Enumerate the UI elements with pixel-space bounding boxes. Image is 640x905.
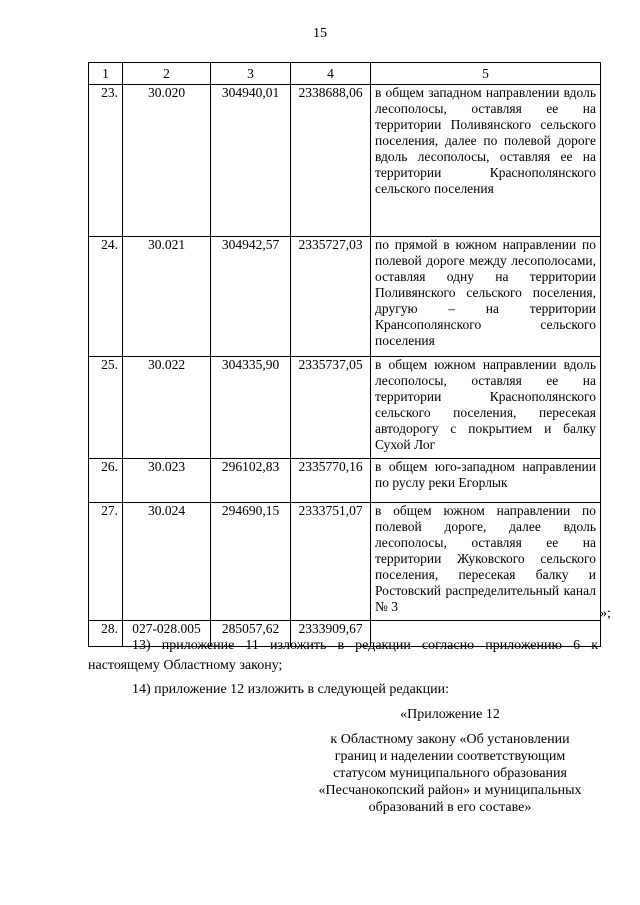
row-number: 26. bbox=[89, 459, 123, 503]
table-row bbox=[89, 503, 601, 621]
row-number: 23. bbox=[89, 85, 123, 237]
boundary-points-table bbox=[88, 62, 601, 647]
coord-x: 296102,83 bbox=[211, 459, 291, 503]
table-row bbox=[89, 85, 601, 237]
paragraph-14-text: 14) приложение 12 изложить в следующей редакции: bbox=[132, 682, 449, 697]
paragraph-14 bbox=[88, 680, 598, 700]
coord-x: 304942,57 bbox=[211, 237, 291, 357]
appendix-line: границ и наделении соответствующим bbox=[334, 749, 566, 764]
closing-quote-mark: »; bbox=[600, 606, 611, 621]
coord-y: 2338688,06 bbox=[291, 85, 371, 237]
row-number: 27. bbox=[89, 503, 123, 621]
column-header: 4 bbox=[291, 63, 371, 85]
appendix-header bbox=[300, 706, 600, 816]
coord-x: 304940,01 bbox=[211, 85, 291, 237]
coord-x: 304335,90 bbox=[211, 357, 291, 459]
paragraph-13-text: 13) приложение 11 изложить в редакции согласно приложению 6 к настоящему Областному закону; bbox=[88, 638, 598, 673]
coord-x: 294690,15 bbox=[211, 503, 291, 621]
coord-x: 285057,62 bbox=[211, 621, 291, 647]
point-code: 30.022 bbox=[123, 357, 211, 459]
page-number: 15 bbox=[313, 26, 327, 41]
boundary-description: в общем юго-западном направлении по руслу реки Егорлык bbox=[371, 459, 601, 503]
coord-y: 2335727,03 bbox=[291, 237, 371, 357]
column-header: 5 bbox=[371, 63, 601, 85]
appendix-line: статусом муниципального образования bbox=[333, 766, 567, 781]
coord-y: 2333751,07 bbox=[291, 503, 371, 621]
coord-y: 2333909,67 bbox=[291, 621, 371, 647]
column-header: 1 bbox=[89, 63, 123, 85]
row-number: 25. bbox=[89, 357, 123, 459]
boundary-description: по прямой в южном направлении по полевой дороге между лесополосами, оставляя одну на территории Поливянского сельского поселения, другую – на территории Крансополянского сельского поселения bbox=[371, 237, 601, 357]
table-row bbox=[89, 237, 601, 357]
point-code: 30.024 bbox=[123, 503, 211, 621]
table-row bbox=[89, 357, 601, 459]
table-row bbox=[89, 459, 601, 503]
coord-y: 2335770,16 bbox=[291, 459, 371, 503]
appendix-title: «Приложение 12 bbox=[400, 707, 500, 722]
boundary-description: в общем западном направлении вдоль лесополосы, оставляя ее на территории Поливянского сельского поселения, далее по полевой дороге вдоль лесополосы, оставляя ее на территории Краснополянского сельского поселения bbox=[371, 85, 601, 237]
boundary-description: в общем южном направлении по полевой дороге, далее вдоль лесополосы, оставляя ее на территории Жуковского сельского поселения, пересекая балку и Ростовский распределительный канал № 3 bbox=[371, 503, 601, 621]
point-code: 027-028.005 bbox=[123, 621, 211, 647]
column-header: 3 bbox=[211, 63, 291, 85]
row-number: 28. bbox=[89, 621, 123, 647]
paragraph-13 bbox=[88, 636, 598, 676]
table-header-row bbox=[89, 63, 601, 85]
point-code: 30.020 bbox=[123, 85, 211, 237]
boundary-description: в общем южном направлении вдоль лесополосы, оставляя ее на территории Краснополянского сельского поселения, пересекая автодорогу с покрытием и балку Сухой Лог bbox=[371, 357, 601, 459]
row-number: 24. bbox=[89, 237, 123, 357]
column-header: 2 bbox=[123, 63, 211, 85]
point-code: 30.021 bbox=[123, 237, 211, 357]
appendix-line: образований в его составе» bbox=[368, 800, 532, 815]
coord-y: 2335737,05 bbox=[291, 357, 371, 459]
appendix-line: к Областному закону «Об установлении bbox=[330, 732, 570, 747]
appendix-line: «Песчанокопский район» и муниципальных bbox=[318, 783, 582, 798]
point-code: 30.023 bbox=[123, 459, 211, 503]
